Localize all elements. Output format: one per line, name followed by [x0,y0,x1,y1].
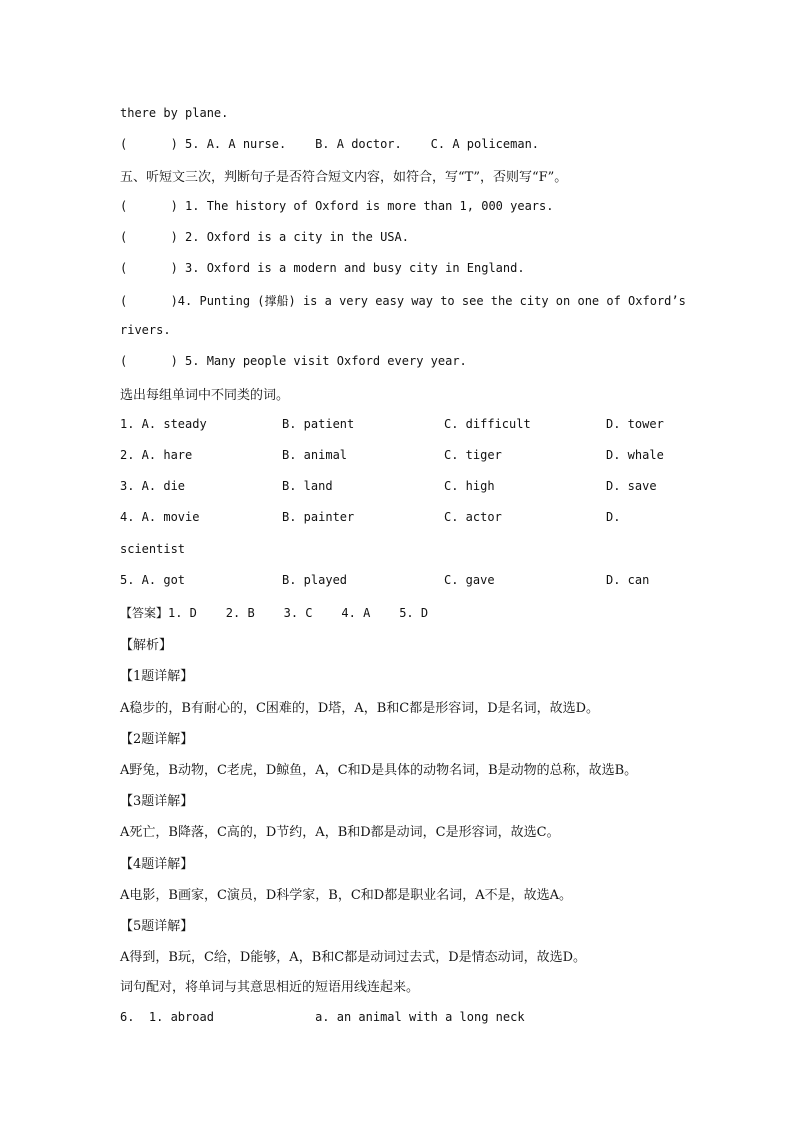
option-b: B. land [282,479,333,493]
odd-one-out-row [120,479,680,497]
true-false-item-1: ( ) 1. The history of Oxford is more than 1, 000 years. [120,199,554,213]
odd-one-out-row [120,448,680,466]
detail-text: A稳步的，B有耐心的，C困难的，D塔，A，B和C都是形容词，D是名词，故选D。 [120,701,600,716]
option-c: C. high [444,479,495,493]
detail-heading: 【2题详解】 [120,732,194,747]
detail-heading: 【5题详解】 [120,919,194,934]
odd-one-out-heading: 选出每组单词中不同类的词。 [120,388,290,403]
odd-one-out-row [120,417,680,435]
option-a: 4. A. movie [120,510,200,524]
option-c: C. actor [444,510,502,524]
option-b: B. painter [282,510,355,524]
detail-text: A得到，B玩，C给，D能够，A，B和C都是动词过去式，D是情态动词，故选D。 [120,950,587,965]
option-d: D. [606,510,621,524]
matching-heading: 词句配对，将单词与其意思相近的短语用线连起来。 [120,980,420,995]
continued-text: there by plane. [120,106,229,120]
odd-one-out-row [120,510,680,528]
option-c: C. gave [444,573,495,587]
option-d: D. whale [606,448,664,462]
option-a: 2. A. hare [120,448,193,462]
option-d: D. can [606,573,650,587]
detail-heading: 【4题详解】 [120,857,194,872]
true-false-item-3: ( ) 3. Oxford is a modern and busy city in England. [120,261,525,275]
option-c: C. difficult [444,417,531,431]
odd-one-out-row [120,573,680,591]
detail-text: A死亡，B降落，C高的，D节约，A，B和D都是动词，C是形容词，故选C。 [120,825,560,840]
listening-question-5: ( ) 5. A. A nurse. B. A doctor. C. A policeman. [120,137,540,151]
detail-heading: 【1题详解】 [120,669,194,684]
option-a: 3. A. die [120,479,186,493]
option-b: B. played [282,573,348,587]
option-a: 1. A. steady [120,417,207,431]
option-d-wrap: scientist [120,542,186,556]
option-c: C. tiger [444,448,502,462]
true-false-item-4: ( )4. Punting (撑船) is a very easy way to see the city on one of Oxford’s [120,294,686,308]
answer-key: 【答案】1. D 2. B 3. C 4. A 5. D [120,606,429,620]
true-false-item-4-wrap: rivers. [120,323,171,337]
option-a: 5. A. got [120,573,186,587]
detail-text: A野兔，B动物，C老虎，D鲸鱼，A，C和D是具体的动物名词，B是动物的总称，故选B。 [120,763,638,778]
matching-first-line: 6. 1. abroad a. an animal with a long neck [120,1010,525,1024]
option-b: B. patient [282,417,355,431]
option-d: D. save [606,479,657,493]
detail-text: A电影，B画家，C演员，D科学家，B，C和D都是职业名词，A不是，故选A。 [120,888,573,903]
true-false-item-2: ( ) 2. Oxford is a city in the USA. [120,230,409,244]
true-false-item-5: ( ) 5. Many people visit Oxford every year. [120,354,467,368]
option-b: B. animal [282,448,348,462]
section-5-heading: 五、听短文三次，判断句子是否符合短文内容，如符合，写“T”，否则写“F”。 [120,170,568,185]
detail-heading: 【3题详解】 [120,794,194,809]
analysis-heading: 【解析】 [120,638,173,653]
option-d: D. tower [606,417,664,431]
